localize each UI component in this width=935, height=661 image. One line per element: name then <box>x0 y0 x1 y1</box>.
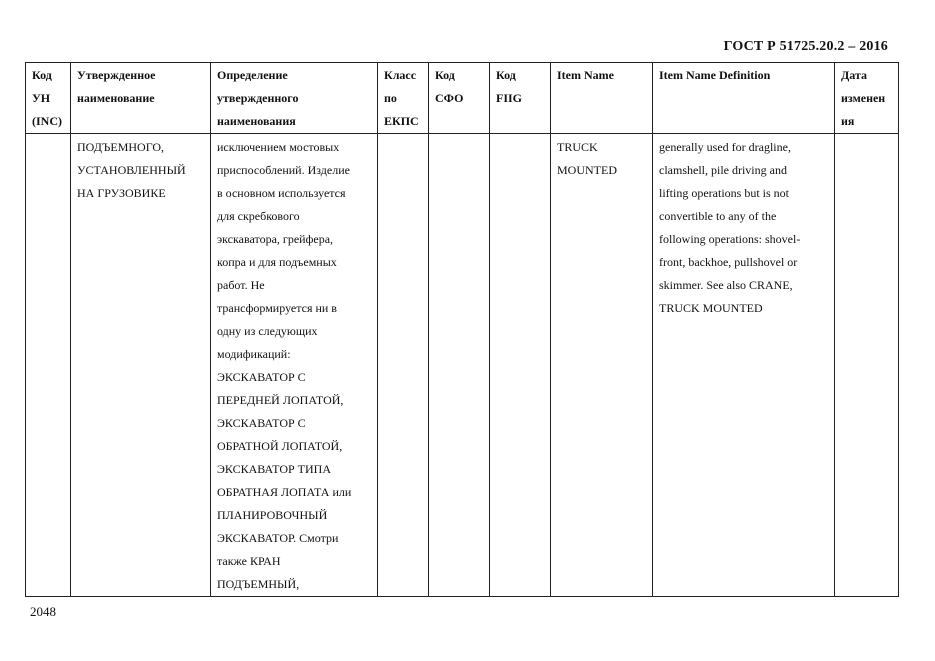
column-header-approved-name: Утвержденное наименование <box>71 63 211 134</box>
cell-inc-code <box>26 134 71 597</box>
cell-item-name: TRUCK MOUNTED <box>551 134 653 597</box>
document-title: ГОСТ Р 51725.20.2 – 2016 <box>723 39 888 54</box>
cell-fiig-code <box>490 134 551 597</box>
table-header-row <box>26 63 899 134</box>
column-header-sfo-code: Код СФО <box>429 63 490 134</box>
page-number: 2048 <box>30 604 56 619</box>
column-header-ekps-class: Класс по ЕКПС <box>378 63 429 134</box>
cell-change-date <box>835 134 899 597</box>
table-row <box>26 134 899 597</box>
cell-item-name-definition: generally used for dragline, clamshell, pile driving and lifting operations but is not convertible to any of the following operations: shovel- front, backhoe, pullshovel or skimmer. See also CRANE, TRUCK MOUNTED <box>653 134 835 597</box>
cell-definition: исключением мостовых приспособлений. Изделие в основном используется для скребкового экскаватора, грейфера, копра и для подъемных работ. Не трансформируется ни в одну из следующих модификаций: ЭКСКАВАТОР С ПЕРЕДНЕЙ ЛОПАТОЙ, ЭКСКАВАТОР С ОБРАТНОЙ ЛОПАТОЙ, ЭКСКАВАТОР ТИПА ОБРАТНАЯ ЛОПАТА или ПЛАНИРОВОЧНЫЙ ЭКСКАВАТОР. Смотри также КРАН ПОДЪЕМНЫЙ, <box>211 134 378 597</box>
catalog-table <box>25 62 899 597</box>
cell-approved-name: ПОДЪЕМНОГО, УСТАНОВЛЕННЫЙ НА ГРУЗОВИКЕ <box>71 134 211 597</box>
cell-sfo-code <box>429 134 490 597</box>
column-header-fiig-code: Код FIIG <box>490 63 551 134</box>
column-header-item-name: Item Name <box>551 63 653 134</box>
column-header-change-date: Дата изменен ия <box>835 63 899 134</box>
column-header-inc-code: Код УН (INC) <box>26 63 71 134</box>
column-header-definition: Определение утвержденного наименования <box>211 63 378 134</box>
cell-ekps-class <box>378 134 429 597</box>
column-header-item-name-definition: Item Name Definition <box>653 63 835 134</box>
